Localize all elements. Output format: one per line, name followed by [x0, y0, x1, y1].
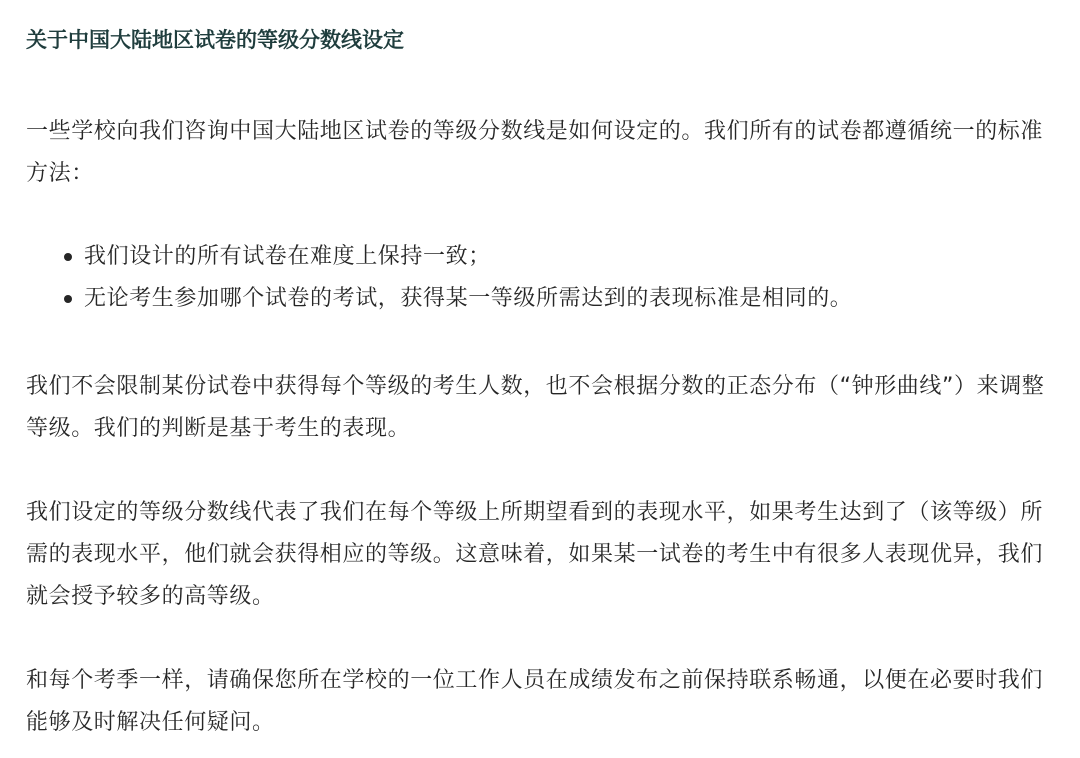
list-item-text: 无论考生参加哪个试卷的考试，获得某一等级所需达到的表现标准是相同的。 — [84, 286, 853, 311]
intro-paragraph: 一些学校向我们咨询中国大陆地区试卷的等级分数线是如何设定的。我们所有的试卷都遵循统一的标准方法： — [26, 119, 1044, 186]
contact-paragraph: 和每个考季一样，请确保您所在学校的一位工作人员在成绩发布之前保持联系畅通，以便在必要时我们能够及时解决任何疑问。 — [26, 668, 1044, 735]
bullet-icon — [64, 253, 72, 261]
threshold-paragraph: 我们设定的等级分数线代表了我们在每个等级上所期望看到的表现水平，如果考生达到了（该等级）所需的表现水平，他们就会获得相应的等级。这意味着，如果某一试卷的考生中有很多人表现优异，我们就会授予较多的高等级。 — [26, 500, 1044, 609]
article-title: 关于中国大陆地区试卷的等级分数线设定 — [26, 28, 404, 52]
grading-paragraph: 我们不会限制某份试卷中获得每个等级的考生人数，也不会根据分数的正态分布（“钟形曲线”）来调整等级。我们的判断是基于考生的表现。 — [26, 374, 1045, 441]
list-item — [62, 278, 1054, 320]
list-item-text: 我们设计的所有试卷在难度上保持一致； — [84, 244, 491, 269]
bullet-icon — [64, 295, 72, 303]
standards-list — [26, 236, 1054, 320]
list-item — [62, 236, 1054, 278]
